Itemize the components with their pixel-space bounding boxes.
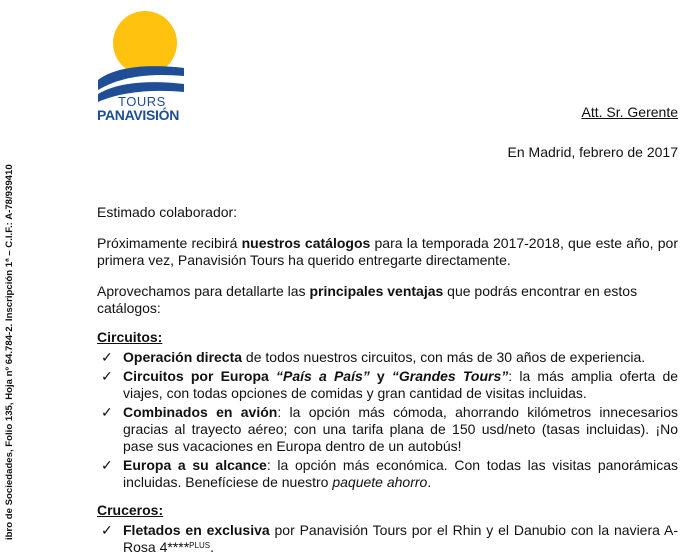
checkmark-icon: ✓: [101, 457, 113, 473]
item-bold: Operación directa: [123, 349, 243, 365]
date-line: En Madrid, febrero de 2017: [507, 144, 678, 160]
advantages-paragraph: [97, 283, 678, 317]
registry-side-text: ibro de Sociedades, Folio 135, Hoja nº 64.784-2. Inscripción 1ª – C.I.F.: A-78/939410: [4, 164, 15, 540]
item-text: por Panavisión Tours por el Rhin y el Danubio con la naviera A-Rosa 4****: [123, 522, 678, 555]
circuitos-list: [97, 349, 678, 491]
advantages-bold: principales ventajas: [309, 283, 444, 299]
checkmark-icon: ✓: [101, 349, 113, 365]
item-bold-italic-2: “Grandes Tours”: [391, 368, 509, 384]
intro-paragraph: [97, 235, 678, 269]
item-text-end: .: [427, 474, 432, 490]
recipient-line: Att. Sr. Gerente: [581, 104, 678, 120]
item-superscript: PLUS: [189, 541, 211, 550]
logo-tours-text: TOURS: [118, 94, 166, 109]
item-bold: Circuitos por Europa: [123, 368, 276, 384]
sun-shape: [113, 11, 177, 75]
greeting: Estimado colaborador:: [97, 204, 238, 220]
advantages-text-end: que podrás encontrar en estos catálogos:: [97, 283, 638, 316]
item-text-end: .: [210, 539, 214, 555]
intro-text-end: para la temporada 2017-2018, que este año, por primera vez, Panavisión Tours ha querido entregarte directamente.: [97, 235, 679, 268]
item-italic: paquete ahorro: [332, 474, 428, 490]
list-item: [97, 349, 678, 366]
checkmark-icon: ✓: [101, 522, 113, 538]
logo-panavision-text: PANAVISIÓN: [97, 107, 180, 123]
list-item: [97, 368, 678, 402]
item-text: : la más amplia oferta de viajes, con todas opciones de comidas y gran cantidad de visitas incluidas.: [123, 368, 679, 401]
item-bold: Europa a su alcance: [123, 457, 267, 473]
list-item: [97, 457, 678, 491]
item-text: : la opción más cómoda, ahorrando kilómetros innecesarios gracias al trayecto aéreo; con una tarifa plana de 150 usd/neto (tasas incluidas). ¡No pase sus vacaciones en Europa dentro de un autobús!: [123, 404, 678, 454]
checkmark-icon: ✓: [101, 368, 113, 384]
item-text: de todos nuestros circuitos, con más de 30 años de experiencia.: [242, 349, 646, 365]
advantages-text: Aprovechamos para detallarte las: [97, 283, 310, 299]
list-item: [97, 404, 678, 455]
cruceros-list: [97, 522, 678, 556]
intro-text: Próximamente recibirá: [97, 235, 242, 251]
item-bold: Combinados en avión: [123, 404, 278, 420]
circuitos-heading: Circuitos:: [97, 329, 163, 345]
cruceros-heading: Cruceros:: [97, 502, 164, 518]
checkmark-icon: ✓: [101, 404, 113, 420]
item-bold: Fletados en exclusiva: [123, 522, 270, 538]
intro-bold: nuestros catálogos: [241, 235, 371, 251]
list-item: [97, 522, 678, 556]
item-text: : la opción más económica. Con todas las visitas panorámicas incluidas. Benefíciese de nuestro: [123, 457, 678, 490]
letter-body: [97, 204, 678, 558]
item-bold-mid: y: [369, 368, 392, 384]
item-bold-italic: “País a País”: [276, 368, 370, 384]
